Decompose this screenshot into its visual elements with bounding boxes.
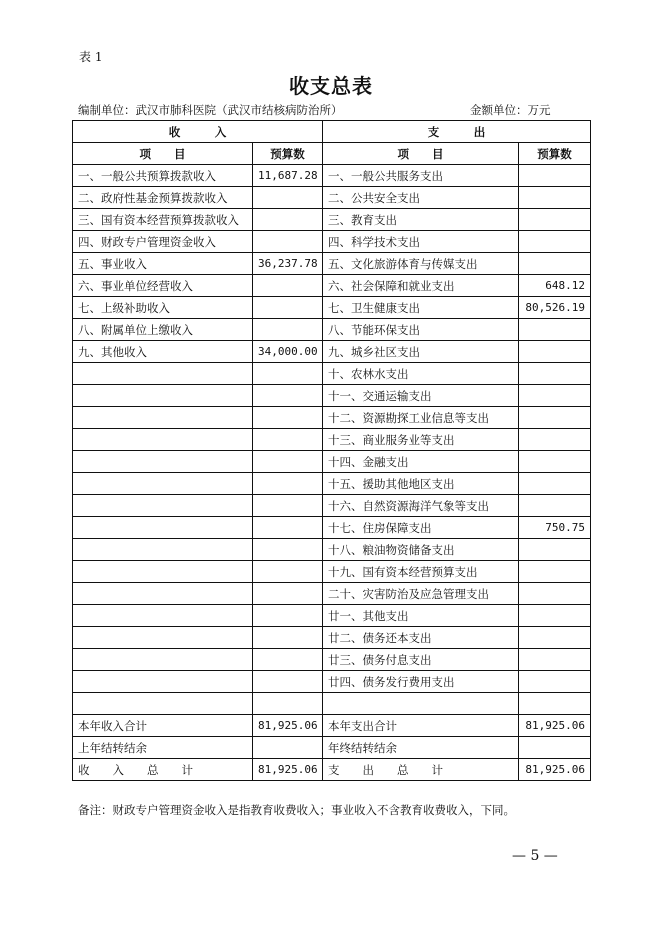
expense-item-cell: 十四、金融支出: [323, 451, 519, 473]
expense-budget-header: 预算数: [519, 143, 591, 165]
income-budget-cell: [253, 231, 323, 253]
table-row: [73, 209, 591, 231]
expense-budget-cell: [519, 341, 591, 363]
income-item-cell: [73, 693, 253, 715]
income-budget-cell: [253, 693, 323, 715]
table-row: [73, 561, 591, 583]
expense-item-cell: 年终结转结余: [323, 737, 519, 759]
expense-budget-cell: [519, 209, 591, 231]
income-item-cell: [73, 539, 253, 561]
expense-item-cell: 十八、粮油物资储备支出: [323, 539, 519, 561]
income-item-cell: 三、国有资本经营预算拨款收入: [73, 209, 253, 231]
income-budget-cell: [253, 319, 323, 341]
expense-item-cell: 三、教育支出: [323, 209, 519, 231]
income-budget-header: 预算数: [253, 143, 323, 165]
budget-summary-table: [72, 120, 591, 781]
income-budget-cell: [253, 473, 323, 495]
income-budget-cell: [253, 583, 323, 605]
income-item-cell: 二、政府性基金预算拨款收入: [73, 187, 253, 209]
table-row: [73, 253, 591, 275]
income-budget-cell: [253, 385, 323, 407]
income-item-cell: [73, 451, 253, 473]
expense-item-cell: 七、卫生健康支出: [323, 297, 519, 319]
income-budget-cell: 11,687.28: [253, 165, 323, 187]
income-budget-cell: [253, 363, 323, 385]
expense-item-cell: 十九、国有资本经营预算支出: [323, 561, 519, 583]
table-row: [73, 187, 591, 209]
expense-budget-cell: [519, 363, 591, 385]
compiling-unit: 编制单位：武汉市肺科医院（武汉市结核病防治所）: [78, 103, 343, 117]
expense-item-cell: 一、一般公共服务支出: [323, 165, 519, 187]
table-row: [73, 407, 591, 429]
expense-item-cell: 八、节能环保支出: [323, 319, 519, 341]
page-title: 收支总表: [289, 74, 373, 98]
income-item-cell: [73, 627, 253, 649]
expense-item-cell: 十七、住房保障支出: [323, 517, 519, 539]
expense-item-cell: 二、公共安全支出: [323, 187, 519, 209]
income-item-cell: [73, 517, 253, 539]
table-row: [73, 517, 591, 539]
expense-budget-cell: [519, 627, 591, 649]
expense-budget-cell: [519, 231, 591, 253]
income-budget-cell: 81,925.06: [253, 759, 323, 781]
expense-item-cell: 十二、资源勘探工业信息等支出: [323, 407, 519, 429]
income-budget-cell: [253, 649, 323, 671]
table-row: [73, 473, 591, 495]
income-budget-cell: [253, 451, 323, 473]
expense-budget-cell: [519, 473, 591, 495]
expense-budget-cell: [519, 671, 591, 693]
expense-budget-cell: 750.75: [519, 517, 591, 539]
expense-item-cell: 廿四、债务发行费用支出: [323, 671, 519, 693]
expense-budget-cell: 648.12: [519, 275, 591, 297]
expense-budget-cell: [519, 319, 591, 341]
expense-item-cell: 十六、自然资源海洋气象等支出: [323, 495, 519, 517]
expense-item-cell: 四、科学技术支出: [323, 231, 519, 253]
income-item-cell: 本年收入合计: [73, 715, 253, 737]
expense-item-cell: 九、城乡社区支出: [323, 341, 519, 363]
income-budget-cell: [253, 275, 323, 297]
expense-budget-cell: [519, 385, 591, 407]
page-number: — 5 —: [512, 848, 558, 864]
income-item-cell: 一、一般公共预算拨款收入: [73, 165, 253, 187]
expense-budget-cell: [519, 561, 591, 583]
table-row: [73, 385, 591, 407]
income-item-cell: [73, 363, 253, 385]
expense-item-cell: 十三、商业服务业等支出: [323, 429, 519, 451]
table-row: [73, 297, 591, 319]
expense-item-cell: 六、社会保障和就业支出: [323, 275, 519, 297]
income-item-cell: [73, 583, 253, 605]
income-item-cell: 八、附属单位上缴收入: [73, 319, 253, 341]
expense-header: 支 出: [323, 121, 591, 143]
table-row: [73, 363, 591, 385]
table-row: [73, 759, 591, 781]
income-budget-cell: [253, 561, 323, 583]
table-row: [73, 165, 591, 187]
expense-item-cell: 二十、灾害防治及应急管理支出: [323, 583, 519, 605]
income-item-cell: 六、事业单位经营收入: [73, 275, 253, 297]
income-budget-cell: [253, 187, 323, 209]
income-budget-cell: [253, 627, 323, 649]
expense-item-cell: 十五、援助其他地区支出: [323, 473, 519, 495]
table-row: [73, 737, 591, 759]
table-row: [73, 649, 591, 671]
table-row: [73, 451, 591, 473]
income-budget-cell: 34,000.00: [253, 341, 323, 363]
income-budget-cell: [253, 297, 323, 319]
income-item-cell: [73, 429, 253, 451]
expense-budget-cell: [519, 693, 591, 715]
income-budget-cell: [253, 429, 323, 451]
expense-budget-cell: [519, 495, 591, 517]
footnote: 备注：财政专户管理资金收入是指教育收费收入；事业收入不含教育收费收入，下同。: [78, 803, 515, 817]
expense-budget-cell: [519, 583, 591, 605]
income-item-cell: 七、上级补助收入: [73, 297, 253, 319]
income-item-cell: [73, 561, 253, 583]
table-row: [73, 231, 591, 253]
table-row: [73, 319, 591, 341]
expense-budget-cell: [519, 429, 591, 451]
expense-budget-cell: 81,925.06: [519, 759, 591, 781]
table-row: [73, 341, 591, 363]
table-row: [73, 539, 591, 561]
expense-budget-cell: 80,526.19: [519, 297, 591, 319]
income-budget-cell: 36,237.78: [253, 253, 323, 275]
table-header-group: [73, 121, 591, 143]
income-budget-cell: [253, 671, 323, 693]
amount-unit: 金额单位：万元: [470, 103, 551, 117]
income-item-cell: [73, 649, 253, 671]
expense-budget-cell: [519, 253, 591, 275]
income-budget-cell: [253, 209, 323, 231]
expense-budget-cell: [519, 165, 591, 187]
income-budget-cell: [253, 737, 323, 759]
expense-item-cell: 廿二、债务还本支出: [323, 627, 519, 649]
income-budget-cell: [253, 495, 323, 517]
income-item-cell: 上年结转结余: [73, 737, 253, 759]
expense-budget-cell: [519, 187, 591, 209]
expense-budget-cell: [519, 451, 591, 473]
table-row: [73, 583, 591, 605]
income-item-cell: 四、财政专户管理资金收入: [73, 231, 253, 253]
income-item-cell: 五、事业收入: [73, 253, 253, 275]
table-row: [73, 671, 591, 693]
expense-item-cell: 五、文化旅游体育与传媒支出: [323, 253, 519, 275]
expense-budget-cell: [519, 649, 591, 671]
income-item-cell: [73, 473, 253, 495]
expense-item-cell: 十、农林水支出: [323, 363, 519, 385]
table-row: [73, 715, 591, 737]
expense-item-cell: 支 出 总 计: [323, 759, 519, 781]
expense-budget-cell: 81,925.06: [519, 715, 591, 737]
table-row: [73, 275, 591, 297]
expense-item-cell: [323, 693, 519, 715]
income-header: 收 入: [73, 121, 323, 143]
expense-budget-cell: [519, 407, 591, 429]
expense-item-cell: 本年支出合计: [323, 715, 519, 737]
expense-budget-cell: [519, 737, 591, 759]
expense-budget-cell: [519, 539, 591, 561]
table-row: [73, 495, 591, 517]
income-item-header: 项 目: [73, 143, 253, 165]
table-row: [73, 605, 591, 627]
income-budget-cell: [253, 517, 323, 539]
table-row: [73, 693, 591, 715]
expense-item-cell: 廿一、其他支出: [323, 605, 519, 627]
table-header-columns: [73, 143, 591, 165]
income-item-cell: [73, 385, 253, 407]
income-item-cell: [73, 407, 253, 429]
income-item-cell: [73, 605, 253, 627]
expense-item-header: 项 目: [323, 143, 519, 165]
income-budget-cell: [253, 605, 323, 627]
income-budget-cell: [253, 539, 323, 561]
income-item-cell: 收 入 总 计: [73, 759, 253, 781]
income-budget-cell: [253, 407, 323, 429]
expense-budget-cell: [519, 605, 591, 627]
table-row: [73, 429, 591, 451]
table-row: [73, 627, 591, 649]
income-item-cell: [73, 671, 253, 693]
income-budget-cell: 81,925.06: [253, 715, 323, 737]
income-item-cell: [73, 495, 253, 517]
expense-item-cell: 廿三、债务付息支出: [323, 649, 519, 671]
expense-item-cell: 十一、交通运输支出: [323, 385, 519, 407]
table-label: 表 1: [79, 50, 103, 64]
income-item-cell: 九、其他收入: [73, 341, 253, 363]
